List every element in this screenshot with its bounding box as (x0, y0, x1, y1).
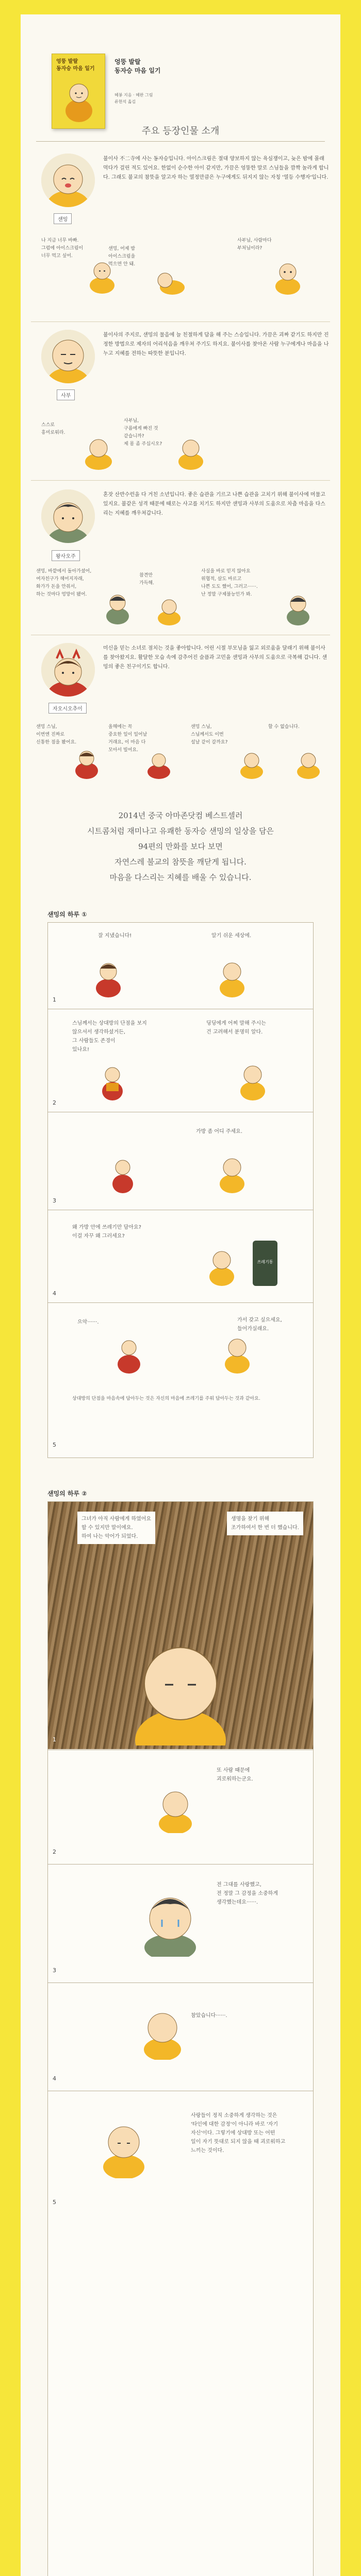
monk-figure-icon (217, 957, 248, 998)
divider (31, 321, 330, 322)
bubble-jaosiochu-3: 샌밍 스님, 스님께서도 이번 설날 같이 갈까요? (191, 724, 228, 745)
comic1-p4-left: 왜 가방 안에 쓰레기만 담아요? 이걸 자꾸 왜 그러세요? (72, 1225, 141, 1239)
name-tag-senming: 샌밍 (54, 213, 72, 224)
girl-figure-icon (72, 746, 101, 779)
monk-face-icon (41, 154, 95, 207)
monk-figure-icon (237, 1060, 268, 1101)
monk-closeup-icon (134, 1637, 227, 1745)
monk-figure-icon (139, 2008, 186, 2060)
trash-bin-icon (253, 1241, 277, 1286)
bubble-jaosiochu-1: 샌밍 스님, 이번엔 진짜로 신통한 점을 봤어요. (36, 724, 77, 745)
monk-figure-icon (88, 260, 117, 294)
panel-separator (47, 1982, 314, 1983)
book-meta (114, 92, 153, 105)
comic1-p5-left: 으악······. (77, 1319, 99, 1325)
monk-figure-icon (222, 1333, 253, 1375)
monk-figure-icon (273, 261, 302, 295)
bubble-wangsaoju-1: 샌밍, 바깥에서 돌아가셨어, 여자친구가 헤어지자래, 화가가 돈을 안줘서, 하는 것마다 엉망이 됐어. (36, 569, 92, 597)
girl-figure-icon (113, 1333, 144, 1375)
comic2-heading: 샌밍의 하루 ② (47, 1490, 87, 1497)
monk-figure-icon (175, 437, 206, 470)
comic2-p4-right: 참았습니다······. (191, 2013, 227, 2019)
comic1-heading: 샌밍의 하루 ① (47, 911, 87, 918)
name-tag-jaosiochu: 자오시오추이 (48, 703, 87, 714)
book-cover-subtitle: 동자승 마음 일기 (56, 66, 95, 72)
character-desc-senming: 불이사 不二寺에 사는 동자승입니다. 아이스크림은 절대 양보하지 않는 욕심쟁이고, 늦은 밤에 몰래 먹다가 걸린 적도 있어요. 한없이 순수한 아이 같지만, 가끔은 엉뚱한 말로 스님들을 깜짝 놀라게 합니다. 그래도 불교의 참뜻을 알고자 하는 열정만큼은 누구에게도 뒤지지 않는 자칭 '열등 수행자'입니다. (103, 156, 329, 180)
intro-line: 자연스레 불교의 참뜻을 깨닫게 됩니다. (114, 857, 247, 867)
comic1-frame (47, 922, 314, 1458)
girl-face-icon (41, 643, 95, 697)
panel-number: 2 (53, 1099, 56, 1106)
intro-line: 시트콤처럼 재미나고 유쾌한 동자승 샌밍의 일상을 담은 (87, 826, 274, 836)
boy-crying-icon (139, 1890, 201, 1957)
bubble-jaosiochu-2: 올해에는 꼭 중요한 일이 일어날 거래요, 이 마음 다 모아서 빌어요. (108, 724, 147, 753)
comic1-p5-right: 가서 갖고 싶으세요, 들어가실래요. (237, 1317, 282, 1332)
panel-number: 4 (53, 2075, 56, 2082)
monk-figure-icon (155, 1787, 196, 1833)
monk-figure-icon (155, 597, 184, 625)
bubble-senming-1: 나 지금 너무 바빠. 그럼에 아이스크림이 너무 먹고 싶어. (41, 238, 84, 259)
comic2-p1-left: 그녀가 아직 사람에게 하였어요 할 수 있지만 말이에요. 하여 나는 악어가 되었다. (77, 1512, 155, 1544)
panel-number: 4 (53, 1290, 56, 1297)
comic1-p3-right: 가방 좀 어디 주세요. (196, 1129, 242, 1134)
panel-number: 3 (53, 1197, 56, 1204)
bubble-sabu-1: 스스로 흥미로워라. (41, 422, 65, 435)
comic2-p2-right: 또 사람 때문에 괴로워하는군요. (217, 1768, 253, 1782)
boy-figure-icon (103, 591, 132, 624)
comic2-p3-right: 전 그대를 사랑했고, 전 정말 그 감정을 소중하게 생각했는데요······. (217, 1882, 278, 1905)
panel-number: 1 (53, 1736, 56, 1743)
character-desc-wangsaoju: 혼잣 산반수런을 다 거친 소년입니다. 좋은 습관을 기르고 나쁜 습관을 고치기 위해 불이사에 머물고 있지요. 불같은 성격 때문에 때로는 사고를 치기도 하지만 샌밍과 사부의 도움으로 차츰 마음을 다스리는 지혜를 깨우쳐갑니다. (103, 492, 325, 516)
portrait-wangsaoju (41, 489, 95, 543)
name-tag-wangsaoju: 왕사오주 (52, 550, 80, 561)
panel-number: 5 (53, 2199, 56, 2206)
master-figure-icon (83, 437, 114, 470)
character-desc-sabu: 불이사의 주지로, 샌밍의 물음에 늘 친절하게 답을 해 주는 스승입니다. 가끔은 괴짜 같기도 하지만 진정한 방법으로 제자의 어리석음을 깨우쳐 주기도 하지요. 불이사를 찾아온 사람 누구에게나 마음을 나누고 지혜를 전하는 따뜻한 분입니다. (103, 332, 329, 357)
panel-number: 5 (53, 1442, 56, 1448)
book-cover-title: 엉뚱 발랄 (56, 59, 78, 64)
panel-number: 3 (53, 1967, 56, 1974)
comic1-p2-right: 딩딩에게 어찌 말해 주시는 건 고려해서 분명히 알다. (206, 1021, 266, 1035)
bubble-senming-3: 사부님, 사람마다 부처님이라? (237, 238, 272, 251)
divider (31, 480, 330, 481)
girl-figure-icon (93, 957, 124, 998)
monk-figure-icon (206, 1246, 237, 1287)
portrait-senming (41, 154, 95, 207)
book-title (114, 58, 161, 75)
panel-separator (47, 1302, 314, 1303)
comic2-p5-right: 사랑들이 정직 소중하게 생각하는 것은 '타인에 대한 감정'이 아니라 바로 '자기 자신'이다. 그렇기에 상대방 또는 어떤 일이 자기 뜻대로 되지 않을 때 괴로워하고 느끼는 것이다. (191, 2113, 286, 2154)
intro-line: 94편의 만화를 보다 보면 (138, 842, 223, 851)
name-tag-sabu: 사부 (57, 389, 75, 400)
monk-figure-icon (217, 1153, 248, 1194)
master-face-icon (41, 330, 95, 383)
book-translator: 류현석 옮김 (114, 99, 136, 104)
section-title: 주요 등장인물 소개 (141, 126, 220, 137)
portrait-sabu (41, 330, 95, 383)
panel-number: 1 (53, 996, 56, 1003)
bubble-jaosiochu-4: 할 수 없습니다. (268, 724, 300, 730)
comic1-p1-left: 잘 지냈습니다! (98, 933, 132, 939)
monk-figure-icon (237, 750, 266, 779)
trash-bin-label: 쓰레기통 (257, 1260, 273, 1264)
divider (36, 141, 325, 142)
bubble-wangsaoju-3: 사실을 바로 믿지 않아요 위협적, 살도 바르고 나쁜 도도 했어, 그러고······. 난 정말 구제불능인가 봐. (201, 569, 258, 597)
monk-figure-icon (294, 750, 323, 779)
bubble-senming-2: 샌밍, 어제 밤 아이스크림을 먹으면 안 돼. (108, 246, 136, 267)
book-title-line1: 엉뚱 발랄 (114, 58, 141, 65)
intro-text (21, 808, 340, 885)
monk-figure-icon (98, 2122, 150, 2178)
comic2-p1-right: 생명을 찾기 위해 조가하여서 한 번 더 했습니다. (227, 1512, 303, 1535)
panel-separator (47, 1864, 314, 1865)
girl-figure-icon (108, 1153, 137, 1194)
content-sheet (21, 14, 340, 2576)
girl-figure-icon (144, 750, 173, 779)
intro-line: 마음을 다스리는 지혜를 배울 수 있습니다. (109, 873, 252, 882)
comic1-caption: 상대방의 단점을 마음속에 담아두는 것은 자신의 마음에 쓰레기를 주워 담아두는 것과 같아요. (72, 1396, 260, 1401)
comic1-p2-left: 스님께서는 상대방의 단점을 보지 않으셔서 생각하셨거든, 그 사람들도 존경이 있나요! (72, 1021, 147, 1053)
bubble-sabu-2: 사부님, 구름에게 빠진 것 같습니까? 제 몸 좀 주십시오? (124, 418, 162, 447)
boy-figure-icon (284, 592, 313, 625)
book-title-line2: 동자승 마음 일기 (114, 67, 161, 74)
bubble-wangsaoju-2: 참견만 가득해. (139, 573, 154, 586)
panel-number: 2 (53, 1849, 56, 1855)
book-author: 혜봉 지음 · 혜완 그림 (114, 93, 153, 97)
girl-figure-icon (98, 1060, 127, 1101)
comic1-p1-right: 알기 쉬운 세상에. (211, 933, 252, 939)
book-cover (52, 54, 105, 129)
intro-line: 2014년 중국 아마존닷컴 베스트셀러 (118, 811, 243, 820)
monk-lying-icon (155, 266, 186, 296)
character-desc-jaosiochu: 미신을 믿는 소녀로 점치는 것을 좋아합니다. 어린 시절 부모님을 잃고 외로움을 달래기 위해 불이사를 찾아왔지요. 활달한 모습 속에 감추어진 슬픔과 고민을 샌밍과 사부의 도움으로 극복해 갑니다. 샌밍의 좋은 친구이기도 합니다. (103, 646, 327, 670)
boy-face-icon (41, 489, 95, 543)
portrait-jaosiochu (41, 643, 95, 697)
monk-cover-illustration (63, 81, 94, 122)
